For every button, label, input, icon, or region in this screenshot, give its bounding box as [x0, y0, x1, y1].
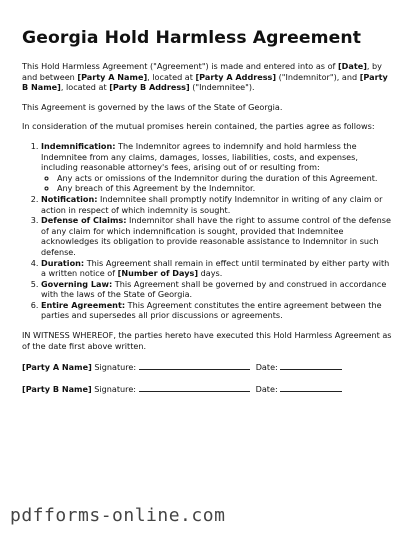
- sub-item: ◦ Any breach of this Agreement by the Indemnitor.: [57, 183, 394, 194]
- clause-text: This Agreement shall be governed by and construed in accordance with the laws of the State of Georgia.: [41, 278, 387, 300]
- clause-governing-law: [41, 279, 394, 300]
- intro-text: ("Indemnitor"), and: [276, 71, 360, 82]
- clause-defense-of-claims: [41, 215, 394, 257]
- signature-field-party-a[interactable]: [139, 361, 250, 370]
- party-b-address-placeholder: [Party B Address]: [109, 82, 190, 93]
- signature-line-party-a: [22, 361, 394, 373]
- clause-heading: Notification:: [41, 193, 98, 204]
- signature-label: Signature:: [91, 383, 139, 394]
- clauses-list: [22, 141, 394, 321]
- intro-text: ("Indemnitee").: [189, 82, 255, 93]
- clause-heading: Defense of Claims:: [41, 215, 127, 226]
- clause-text: Indemnitee shall promptly notify Indemnitor in writing of any claim or action in respect of which indemnity is sought.: [41, 193, 383, 215]
- party-a-address-placeholder: [Party A Address]: [195, 71, 277, 82]
- intro-text: This Hold Harmless Agreement ("Agreement") is made and entered into as of: [22, 61, 338, 71]
- intro-paragraph: [22, 61, 394, 93]
- signature-field-party-b[interactable]: [139, 383, 250, 392]
- party-b-label: [Party B Name]: [22, 383, 92, 394]
- party-a-label: [Party A Name]: [22, 362, 92, 373]
- clause-heading: Indemnification:: [41, 140, 116, 151]
- clause-heading: Entire Agreement:: [41, 299, 126, 310]
- clause-heading: Governing Law:: [41, 278, 113, 289]
- clause-duration: [41, 258, 394, 279]
- intro-text: , by and between: [22, 61, 382, 82]
- clause-entire-agreement: [41, 300, 394, 321]
- clause-text: This Agreement constitutes the entire agreement between the parties and supersedes all prior discussions or agreements.: [41, 299, 382, 321]
- clause-text: This Agreement shall remain in effect until terminated by either party with a written notice of: [41, 257, 390, 279]
- clause-text: The Indemnitor agrees to indemnify and hold harmless the Indemnitee from any claims, damages, losses, liabilities, costs, and expenses, including reasonable attorney's fees, arising out of or resulting from:: [41, 140, 358, 173]
- date-label: Date:: [255, 362, 281, 373]
- witness-paragraph: IN WITNESS WHEREOF, the parties hereto have executed this Hold Harmless Agreement as of the date first above written.: [22, 330, 392, 351]
- signature-line-party-b: [22, 383, 394, 395]
- intro-text: , located at: [147, 71, 196, 82]
- party-a-name-placeholder: [Party A Name]: [77, 71, 148, 82]
- number-of-days-placeholder: [Number of Days]: [117, 268, 199, 279]
- date-label: Date:: [255, 383, 281, 394]
- date-field-party-a[interactable]: [280, 361, 342, 370]
- clause-indemnification: [41, 141, 394, 194]
- date-field-party-b[interactable]: [280, 383, 342, 392]
- date-placeholder: [Date]: [337, 61, 367, 71]
- clause-notification: [41, 194, 394, 215]
- party-b-name-placeholder: [Party B Name]: [22, 71, 388, 93]
- agreement-document: [22, 28, 394, 394]
- governing-paragraph: This Agreement is governed by the laws of the State of Georgia.: [22, 101, 283, 112]
- clause-text: days.: [198, 268, 223, 279]
- clause-text: Indemnitor shall have the right to assume control of the defense of any claim for which indemnification is sought, provided that Indemnitee acknowledges its obligation to provide reasonable assistance to Indemnitor in such defense.: [41, 215, 391, 257]
- indemnification-sublist: [41, 173, 394, 194]
- signature-label: Signature:: [91, 362, 139, 373]
- consideration-paragraph: In consideration of the mutual promises herein contained, the parties agree as follows:: [22, 121, 375, 132]
- document-title: Georgia Hold Harmless Agreement: [22, 28, 362, 48]
- clause-heading: Duration:: [41, 257, 85, 268]
- sub-item: ◦ Any acts or omissions of the Indemnitor during the duration of this Agreement.: [57, 173, 394, 184]
- watermark-footer: pdfforms-online.com: [10, 505, 226, 526]
- intro-text: , located at: [60, 82, 110, 93]
